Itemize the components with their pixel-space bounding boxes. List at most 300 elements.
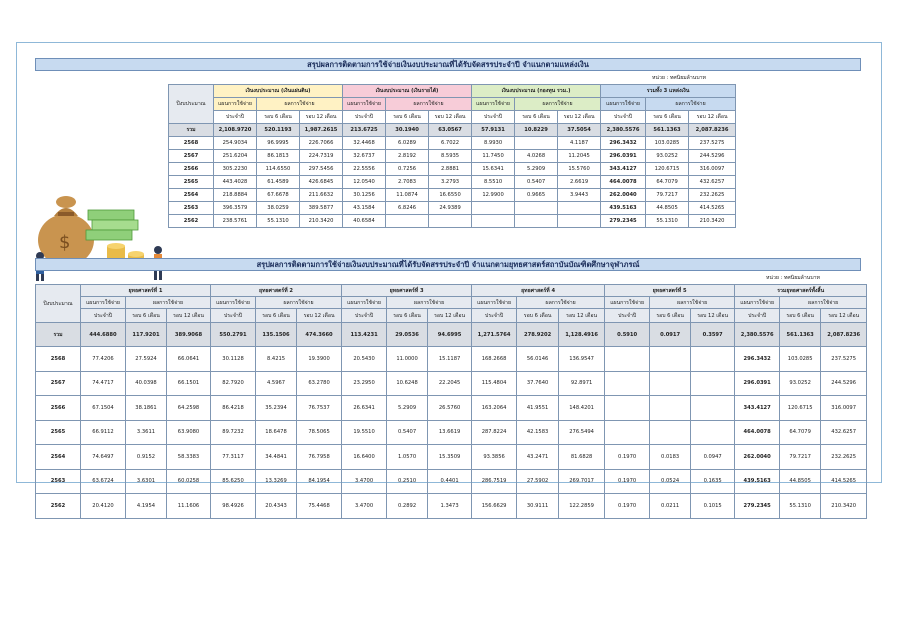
value-cell: 0.5910 <box>605 323 650 347</box>
value-cell: 3.4700 <box>342 494 387 519</box>
value-cell <box>472 202 515 215</box>
year-cell: 2568 <box>36 347 81 372</box>
value-cell: 276.5494 <box>559 420 605 445</box>
value-cell: 262.0040 <box>735 445 780 470</box>
value-cell: 67.6678 <box>257 189 300 202</box>
value-cell <box>515 202 558 215</box>
value-cell: 16.6550 <box>429 189 472 202</box>
value-cell: 76.7958 <box>297 445 342 470</box>
value-cell: 296.0391 <box>601 150 646 163</box>
svg-text:$: $ <box>59 232 71 253</box>
value-cell: 0.0211 <box>650 494 691 519</box>
year-cell: 2566 <box>169 163 214 176</box>
strategy-header: ยุทธศาสตร์ที่ 4 <box>472 285 605 297</box>
year-cell: 2563 <box>36 469 81 494</box>
value-cell: 244.5296 <box>821 371 867 396</box>
value-cell: 26.6341 <box>342 396 387 421</box>
table-row <box>36 469 867 494</box>
value-cell: 30.1256 <box>343 189 386 202</box>
value-cell <box>650 420 691 445</box>
value-cell: 443.4028 <box>214 176 257 189</box>
round-12-header: รอบ 12 เดือน <box>689 111 736 124</box>
value-cell: 113.4231 <box>342 323 387 347</box>
value-cell: 29.0536 <box>387 323 428 347</box>
value-cell: 278.9202 <box>517 323 559 347</box>
value-cell: 2,108.9720 <box>214 124 257 137</box>
value-cell: 40.6584 <box>343 215 386 228</box>
value-cell: 8.5935 <box>429 150 472 163</box>
value-cell <box>558 202 601 215</box>
year-cell: 2568 <box>169 137 214 150</box>
value-cell <box>386 215 429 228</box>
round-6-header: รอบ 6 เดือน <box>257 111 300 124</box>
year-header: ปีงบประมาณ <box>169 85 214 124</box>
value-cell: 55.1310 <box>780 494 821 519</box>
value-cell: 38.1861 <box>126 396 167 421</box>
value-cell: 22.2045 <box>428 371 472 396</box>
value-cell: 67.1504 <box>81 396 126 421</box>
value-cell: 55.1310 <box>257 215 300 228</box>
value-cell: 24.9389 <box>429 202 472 215</box>
plan-subheader: ประจำปี <box>81 309 126 323</box>
value-cell: 1,271.5764 <box>472 323 517 347</box>
value-cell: 464.0078 <box>601 176 646 189</box>
plan-header: แผนการใช้จ่าย <box>343 98 386 111</box>
round-12-header: รอบ 12 เดือน <box>559 309 605 323</box>
value-cell: 168.2668 <box>472 347 517 372</box>
value-cell: 103.0285 <box>780 347 821 372</box>
table-row <box>36 347 867 372</box>
value-cell: 32.4468 <box>343 137 386 150</box>
value-cell: 6.7022 <box>429 137 472 150</box>
value-cell: 0.9665 <box>515 189 558 202</box>
value-cell: 0.2892 <box>387 494 428 519</box>
year-cell: 2562 <box>36 494 81 519</box>
value-cell: 38.0259 <box>257 202 300 215</box>
value-cell: 432.6257 <box>689 176 736 189</box>
value-cell: 3.3611 <box>126 420 167 445</box>
value-cell <box>515 215 558 228</box>
value-cell: 2,087.8236 <box>821 323 867 347</box>
value-cell: 2.8192 <box>386 150 429 163</box>
value-cell: 79.7217 <box>646 189 689 202</box>
value-cell: 4.1187 <box>558 137 601 150</box>
value-cell: 35.2394 <box>256 396 297 421</box>
value-cell: 2,380.5576 <box>735 323 780 347</box>
value-cell: 77.4206 <box>81 347 126 372</box>
value-cell: 218.8884 <box>214 189 257 202</box>
value-cell: 426.6845 <box>300 176 343 189</box>
table-row <box>169 150 736 163</box>
value-cell: 66.0641 <box>167 347 211 372</box>
value-cell: 77.3117 <box>211 445 256 470</box>
value-cell: 2.6619 <box>558 176 601 189</box>
value-cell: 37.5054 <box>558 124 601 137</box>
year-cell: 2565 <box>169 176 214 189</box>
value-cell: 2,380.5576 <box>601 124 646 137</box>
value-cell: 343.4127 <box>735 396 780 421</box>
value-cell: 57.9131 <box>472 124 515 137</box>
value-cell <box>691 420 735 445</box>
value-cell: 4.1954 <box>126 494 167 519</box>
table2-unit: หน่วย : ทศนิยมล้านบาท <box>766 275 820 281</box>
plan-header: แผนการใช้จ่าย <box>342 297 387 309</box>
value-cell: 89.7232 <box>211 420 256 445</box>
strategy-header: ยุทธศาสตร์ที่ 2 <box>211 285 342 297</box>
spend-header: ผลการใช้จ่าย <box>780 297 867 309</box>
source-summary-table <box>168 84 736 228</box>
value-cell: 20.4120 <box>81 494 126 519</box>
group-header: เงินงบประมาณ (กองทุน รวม.) <box>472 85 601 98</box>
value-cell: 120.6715 <box>780 396 821 421</box>
table-row <box>169 215 736 228</box>
year-cell: 2564 <box>169 189 214 202</box>
group-header: เงินงบประมาณ (เงินแผ่นดิน) <box>214 85 343 98</box>
value-cell: 8.9930 <box>472 137 515 150</box>
value-cell: 414.5265 <box>821 469 867 494</box>
value-cell: 64.7079 <box>646 176 689 189</box>
value-cell: 27.5924 <box>126 347 167 372</box>
value-cell: 86.4218 <box>211 396 256 421</box>
plan-header: แผนการใช้จ่าย <box>214 98 257 111</box>
value-cell: 5.2909 <box>387 396 428 421</box>
strategy-header: ยุทธศาสตร์ที่ 3 <box>342 285 472 297</box>
value-cell: 464.0078 <box>735 420 780 445</box>
value-cell: 0.0917 <box>650 323 691 347</box>
spend-header: ผลการใช้จ่าย <box>126 297 211 309</box>
value-cell <box>605 420 650 445</box>
value-cell: 396.3579 <box>214 202 257 215</box>
value-cell: 210.3420 <box>689 215 736 228</box>
value-cell: 63.2780 <box>297 371 342 396</box>
table-row <box>169 163 736 176</box>
value-cell <box>472 215 515 228</box>
round-6-header: รอบ 6 เดือน <box>650 309 691 323</box>
value-cell: 6.8246 <box>386 202 429 215</box>
plan-subheader: ประจำปี <box>472 111 515 124</box>
value-cell: 211.6632 <box>300 189 343 202</box>
year-cell: 2565 <box>36 420 81 445</box>
value-cell: 94.6995 <box>428 323 472 347</box>
value-cell: 41.9551 <box>517 396 559 421</box>
value-cell: 16.6400 <box>342 445 387 470</box>
value-cell: 23.2950 <box>342 371 387 396</box>
value-cell: 414.5265 <box>689 202 736 215</box>
plan-header: แผนการใช้จ่าย <box>605 297 650 309</box>
value-cell: 60.0258 <box>167 469 211 494</box>
value-cell: 79.7217 <box>780 445 821 470</box>
value-cell: 316.0097 <box>689 163 736 176</box>
value-cell: 389.9068 <box>167 323 211 347</box>
value-cell: 1,987.2615 <box>300 124 343 137</box>
value-cell: 1.3473 <box>428 494 472 519</box>
round-6-header: รอบ 6 เดือน <box>515 111 558 124</box>
value-cell <box>605 371 650 396</box>
group-header: เงินงบประมาณ (เงินรายได้) <box>343 85 472 98</box>
strategy-header: ยุทธศาสตร์ที่ 1 <box>81 285 211 297</box>
plan-subheader: ประจำปี <box>472 309 517 323</box>
year-cell: 2566 <box>36 396 81 421</box>
value-cell <box>429 215 472 228</box>
value-cell: 0.9152 <box>126 445 167 470</box>
value-cell: 44.8505 <box>780 469 821 494</box>
table-row <box>36 494 867 519</box>
year-cell: 2562 <box>169 215 214 228</box>
value-cell: 226.7066 <box>300 137 343 150</box>
value-cell: 0.5407 <box>515 176 558 189</box>
value-cell: 15.3509 <box>428 445 472 470</box>
value-cell: 296.0391 <box>735 371 780 396</box>
strategy-header: ยุทธศาสตร์ที่ 5 <box>605 285 735 297</box>
value-cell: 19.3900 <box>297 347 342 372</box>
value-cell: 238.5761 <box>214 215 257 228</box>
value-cell: 254.9034 <box>214 137 257 150</box>
value-cell: 93.0252 <box>780 371 821 396</box>
value-cell: 561.1363 <box>780 323 821 347</box>
value-cell: 0.2510 <box>387 469 428 494</box>
value-cell: 0.3597 <box>691 323 735 347</box>
value-cell <box>515 137 558 150</box>
spend-header: ผลการใช้จ่าย <box>257 98 343 111</box>
plan-header: แผนการใช้จ่าย <box>735 297 780 309</box>
value-cell: 6.0289 <box>386 137 429 150</box>
value-cell: 0.0524 <box>650 469 691 494</box>
value-cell: 56.0146 <box>517 347 559 372</box>
value-cell: 30.1940 <box>386 124 429 137</box>
round-6-header: รอบ 6 เดือน <box>387 309 428 323</box>
round-12-header: รอบ 12 เดือน <box>428 309 472 323</box>
value-cell: 10.6248 <box>387 371 428 396</box>
table-row <box>169 124 736 137</box>
round-6-header: รอบ 6 เดือน <box>126 309 167 323</box>
banknote-stack-icon <box>86 210 138 240</box>
value-cell: 30.1128 <box>211 347 256 372</box>
value-cell: 98.4926 <box>211 494 256 519</box>
year-cell: 2567 <box>169 150 214 163</box>
value-cell: 10.8229 <box>515 124 558 137</box>
round-12-header: รอบ 12 เดือน <box>297 309 342 323</box>
value-cell: 11.1606 <box>167 494 211 519</box>
value-cell: 0.1015 <box>691 494 735 519</box>
value-cell: 0.1970 <box>605 469 650 494</box>
table-row <box>36 445 867 470</box>
round-6-header: รอบ 6 เดือน <box>646 111 689 124</box>
value-cell: 63.6724 <box>81 469 126 494</box>
value-cell: 297.5456 <box>300 163 343 176</box>
value-cell: 8.4215 <box>256 347 297 372</box>
value-cell: 210.3420 <box>821 494 867 519</box>
value-cell: 42.1583 <box>517 420 559 445</box>
value-cell: 439.5163 <box>735 469 780 494</box>
plan-subheader: ประจำปี <box>343 111 386 124</box>
value-cell: 93.3856 <box>472 445 517 470</box>
value-cell: 4.0268 <box>515 150 558 163</box>
year-cell: รวม <box>36 323 81 347</box>
value-cell: 0.1970 <box>605 494 650 519</box>
value-cell: 96.9995 <box>257 137 300 150</box>
spend-header: ผลการใช้จ่าย <box>650 297 735 309</box>
value-cell: 269.7017 <box>559 469 605 494</box>
value-cell: 63.9080 <box>167 420 211 445</box>
value-cell: 93.0252 <box>646 150 689 163</box>
value-cell: 213.6725 <box>343 124 386 137</box>
plan-header: แผนการใช้จ่าย <box>472 297 517 309</box>
table-row <box>169 202 736 215</box>
value-cell: 78.5065 <box>297 420 342 445</box>
value-cell: 262.0040 <box>601 189 646 202</box>
value-cell: 11.0000 <box>387 347 428 372</box>
value-cell: 286.7519 <box>472 469 517 494</box>
table1-unit: หน่วย : ทศนิยมล้านบาท <box>652 75 706 81</box>
value-cell: 20.4343 <box>256 494 297 519</box>
value-cell: 115.4804 <box>472 371 517 396</box>
spend-header: ผลการใช้จ่าย <box>646 98 736 111</box>
round-12-header: รอบ 12 เดือน <box>691 309 735 323</box>
value-cell: 13.3269 <box>256 469 297 494</box>
value-cell <box>605 396 650 421</box>
table-row <box>36 371 867 396</box>
year-cell: 2564 <box>36 445 81 470</box>
value-cell <box>605 347 650 372</box>
value-cell: 34.4841 <box>256 445 297 470</box>
value-cell: 520.1193 <box>257 124 300 137</box>
plan-subheader: ประจำปี <box>605 309 650 323</box>
value-cell: 0.0947 <box>691 445 735 470</box>
value-cell: 66.1501 <box>167 371 211 396</box>
value-cell: 86.1813 <box>257 150 300 163</box>
value-cell: 4.5967 <box>256 371 297 396</box>
round-12-header: รอบ 12 เดือน <box>821 309 867 323</box>
value-cell: 561.1363 <box>646 124 689 137</box>
round-12-header: รอบ 12 เดือน <box>300 111 343 124</box>
value-cell: 0.0183 <box>650 445 691 470</box>
value-cell: 0.1970 <box>605 445 650 470</box>
value-cell: 279.2345 <box>735 494 780 519</box>
value-cell <box>691 371 735 396</box>
table-row <box>36 323 867 347</box>
value-cell: 2,087.8236 <box>689 124 736 137</box>
value-cell: 210.3420 <box>300 215 343 228</box>
value-cell: 343.4127 <box>601 163 646 176</box>
spend-header: ผลการใช้จ่าย <box>256 297 342 309</box>
value-cell: 232.2625 <box>689 189 736 202</box>
value-cell: 296.3432 <box>601 137 646 150</box>
value-cell: 0.5407 <box>387 420 428 445</box>
plan-header: แผนการใช้จ่าย <box>601 98 646 111</box>
round-6-header: รอบ 6 เดือน <box>256 309 297 323</box>
value-cell <box>650 371 691 396</box>
year-cell: 2563 <box>169 202 214 215</box>
value-cell: 251.6204 <box>214 150 257 163</box>
value-cell: 1,128.4916 <box>559 323 605 347</box>
group-header: รวมทั้ง 3 แหล่งเงิน <box>601 85 736 98</box>
value-cell: 120.6715 <box>646 163 689 176</box>
value-cell: 3.4700 <box>342 469 387 494</box>
value-cell: 117.9201 <box>126 323 167 347</box>
plan-subheader: ประจำปี <box>601 111 646 124</box>
value-cell: 474.3660 <box>297 323 342 347</box>
value-cell: 135.1506 <box>256 323 297 347</box>
value-cell: 12.9900 <box>472 189 515 202</box>
strategy-summary-table <box>35 284 867 519</box>
value-cell: 82.7920 <box>211 371 256 396</box>
value-cell: 316.0097 <box>821 396 867 421</box>
value-cell: 287.8224 <box>472 420 517 445</box>
value-cell: 40.0398 <box>126 371 167 396</box>
value-cell: 11.2045 <box>558 150 601 163</box>
value-cell: 8.5510 <box>472 176 515 189</box>
plan-header: แผนการใช้จ่าย <box>211 297 256 309</box>
value-cell: 1.0570 <box>387 445 428 470</box>
value-cell: 75.4468 <box>297 494 342 519</box>
table2-title: สรุปผลการติดตามการใช้จ่ายเงินงบประมาณที่ได้รับจัดสรรประจำปี จำแนกตามยุทธศาสตร์สถาบันบัณฑิตศึกษาจุฬาภรณ์ <box>35 258 861 271</box>
value-cell: 76.7537 <box>297 396 342 421</box>
value-cell: 5.2909 <box>515 163 558 176</box>
spend-header: ผลการใช้จ่าย <box>387 297 472 309</box>
round-6-header: รอบ 6 เดือน <box>386 111 429 124</box>
value-cell: 43.2471 <box>517 445 559 470</box>
value-cell: 550.2791 <box>211 323 256 347</box>
value-cell: 19.5510 <box>342 420 387 445</box>
value-cell: 15.1187 <box>428 347 472 372</box>
value-cell: 0.4401 <box>428 469 472 494</box>
plan-subheader: ประจำปี <box>735 309 780 323</box>
table-row <box>36 420 867 445</box>
value-cell: 237.5275 <box>821 347 867 372</box>
strategy-header: รวมยุทธศาสตร์ทั้งสิ้น <box>735 285 867 297</box>
value-cell: 37.7640 <box>517 371 559 396</box>
value-cell: 0.7256 <box>386 163 429 176</box>
value-cell: 389.5877 <box>300 202 343 215</box>
round-6-header: รอบ 6 เดือน <box>780 309 821 323</box>
round-12-header: รอบ 12 เดือน <box>429 111 472 124</box>
value-cell: 305.2230 <box>214 163 257 176</box>
value-cell: 84.1954 <box>297 469 342 494</box>
year-cell: 2567 <box>36 371 81 396</box>
value-cell: 15.6341 <box>472 163 515 176</box>
value-cell: 58.3383 <box>167 445 211 470</box>
plan-subheader: ประจำปี <box>211 309 256 323</box>
table-row <box>169 137 736 150</box>
value-cell: 11.7450 <box>472 150 515 163</box>
value-cell: 296.3432 <box>735 347 780 372</box>
value-cell: 244.5296 <box>689 150 736 163</box>
value-cell <box>650 396 691 421</box>
value-cell: 64.2598 <box>167 396 211 421</box>
round-12-header: รอบ 12 เดือน <box>558 111 601 124</box>
value-cell: 114.6550 <box>257 163 300 176</box>
value-cell: 27.5902 <box>517 469 559 494</box>
table1-title: สรุปผลการติดตามการใช้จ่ายเงินงบประมาณที่ได้รับจัดสรรประจำปี จำแนกตามแหล่งเงิน <box>35 58 861 71</box>
spend-header: ผลการใช้จ่าย <box>517 297 605 309</box>
value-cell: 15.5760 <box>558 163 601 176</box>
value-cell: 2.8881 <box>429 163 472 176</box>
value-cell: 2.7083 <box>386 176 429 189</box>
round-12-header: รอบ 12 เดือน <box>167 309 211 323</box>
value-cell <box>650 347 691 372</box>
value-cell: 11.0874 <box>386 189 429 202</box>
value-cell: 81.6828 <box>559 445 605 470</box>
year-cell: รวม <box>169 124 214 137</box>
value-cell: 279.2345 <box>601 215 646 228</box>
value-cell: 74.4717 <box>81 371 126 396</box>
plan-subheader: ประจำปี <box>342 309 387 323</box>
value-cell: 32.6737 <box>343 150 386 163</box>
value-cell: 74.6497 <box>81 445 126 470</box>
table-row <box>169 176 736 189</box>
table-row <box>169 189 736 202</box>
spend-header: ผลการใช้จ่าย <box>386 98 472 111</box>
